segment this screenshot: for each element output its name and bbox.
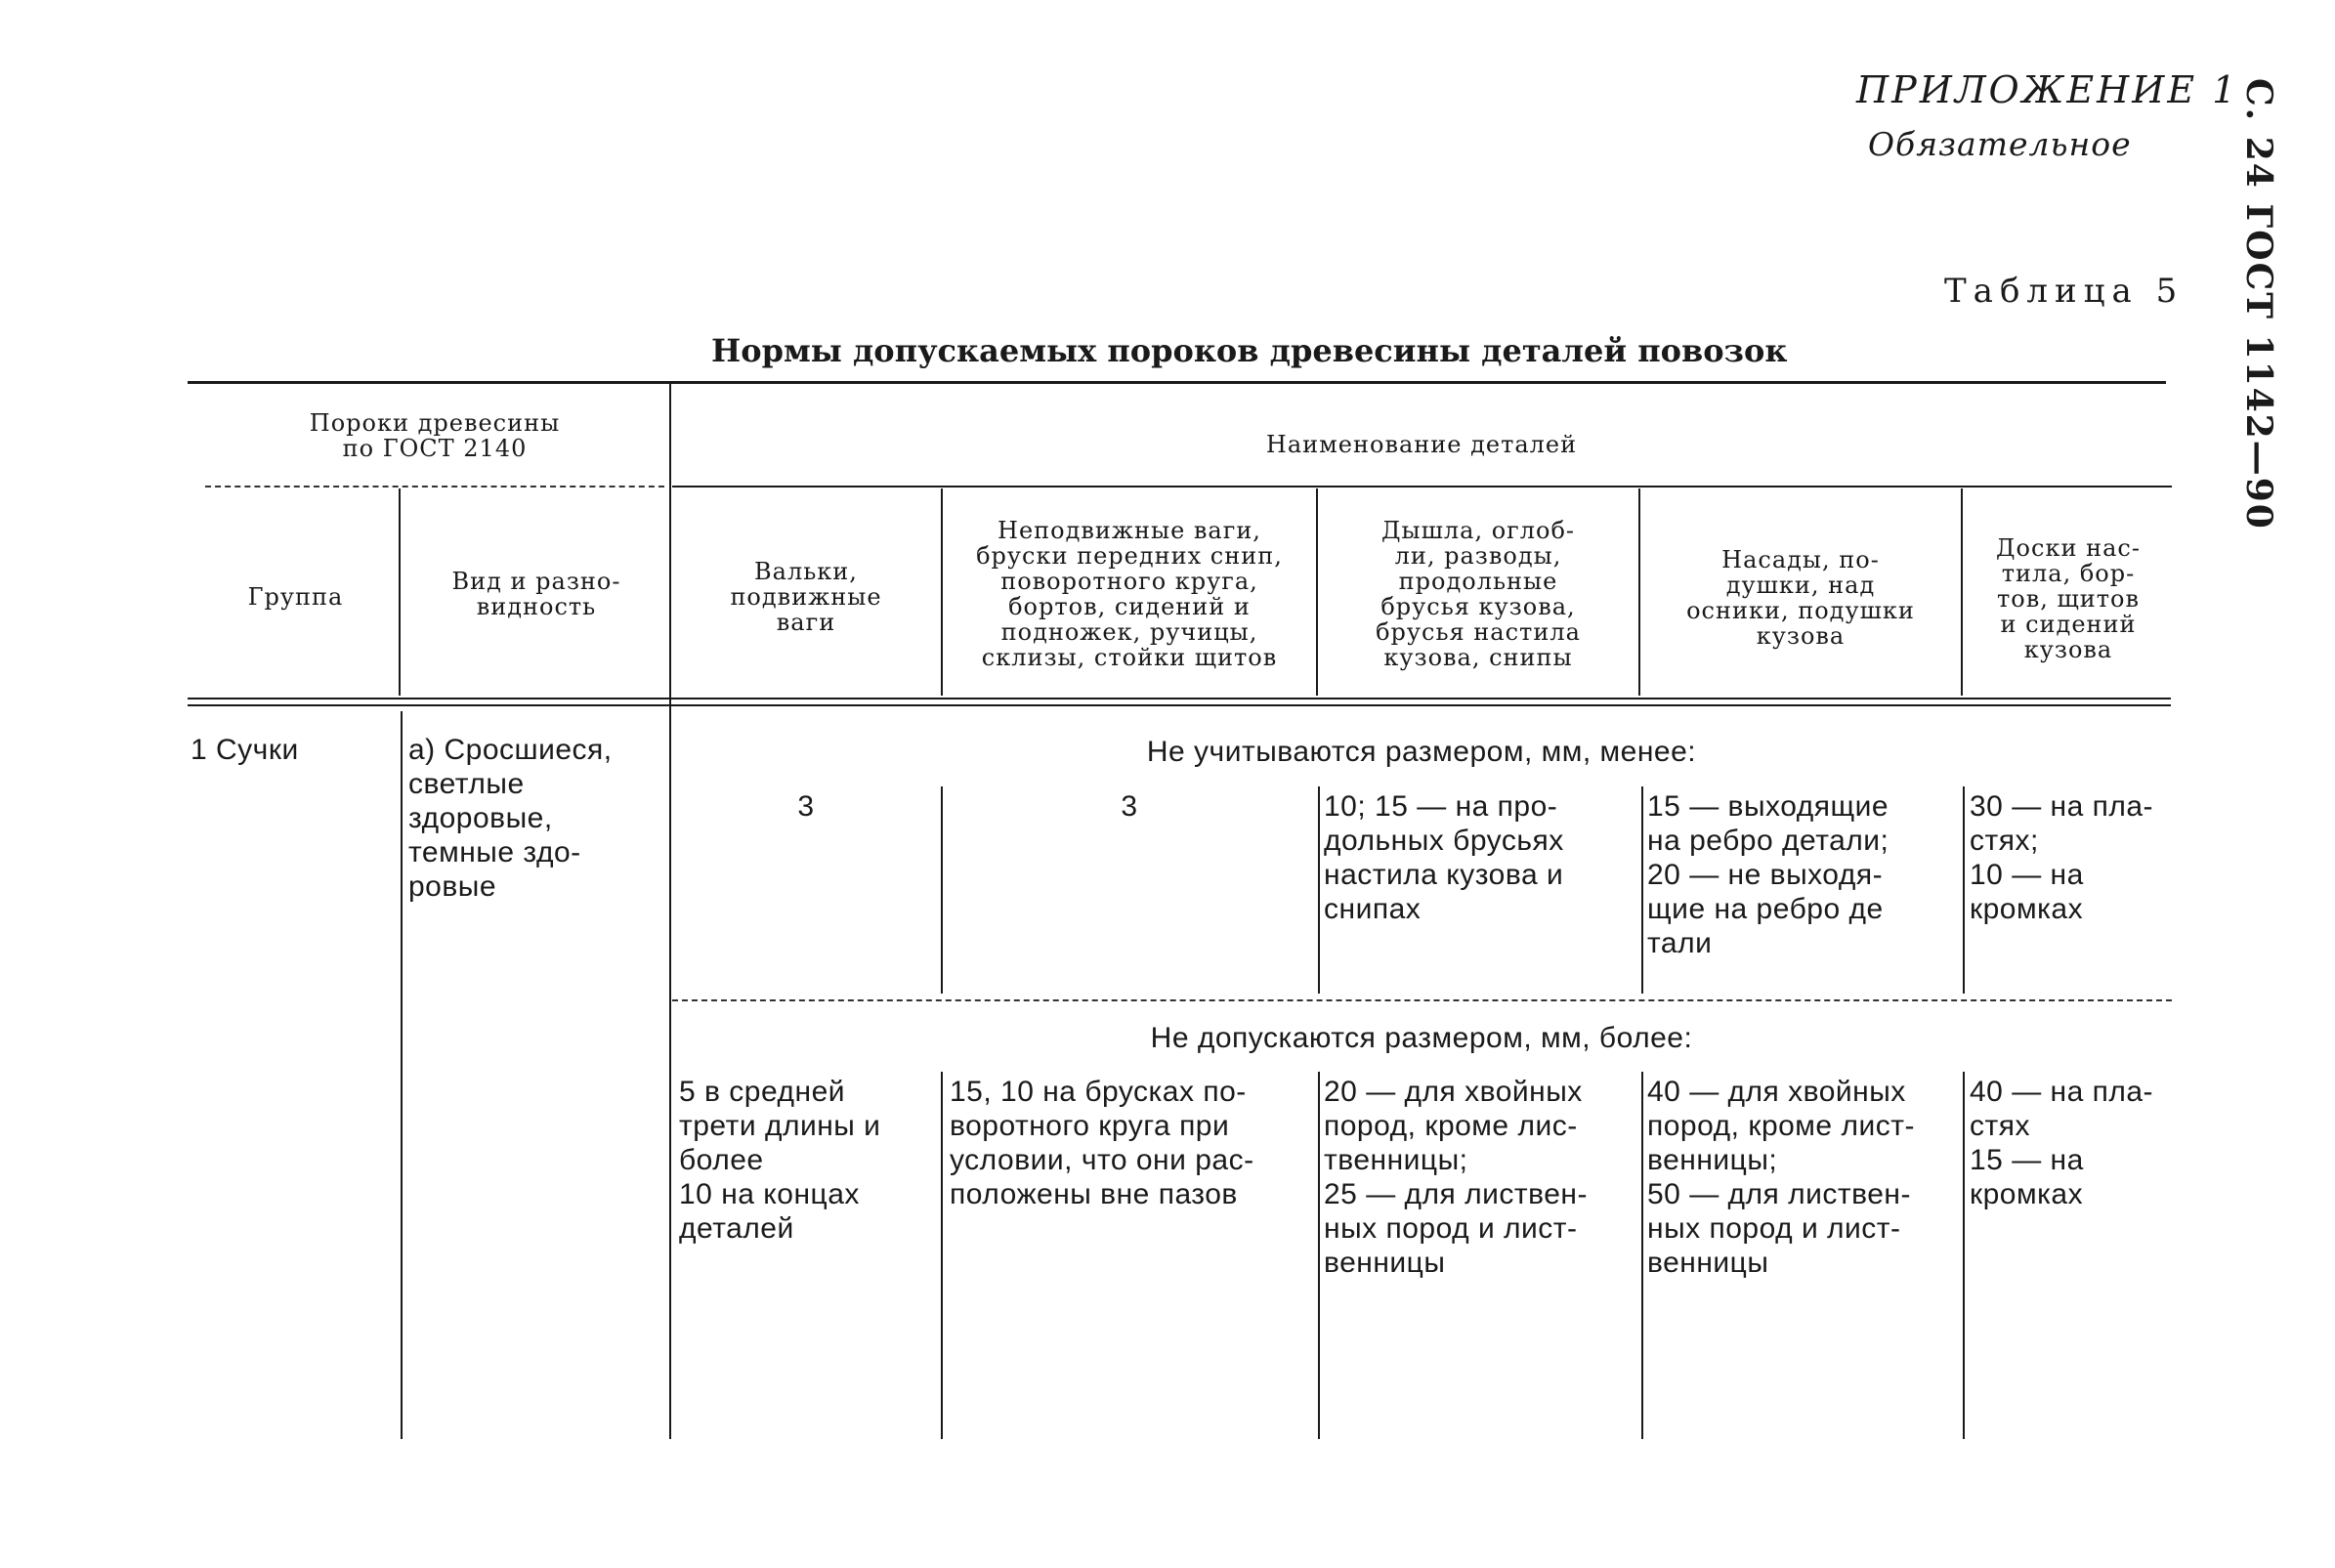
col-divider-2-s1 [1318,786,1320,994]
col-divider-2-top [1316,488,1318,696]
section2-col4: 40 — для хвойных пород, кроме лист- венницы; 50 — для листвен- ных пород и лист- венницы [1647,1076,1915,1279]
table-top-rule [188,381,2166,384]
page-reference-text: С. 24 ГОСТ 1142—90 [2238,78,2279,530]
section1-col1: 3 [797,790,815,823]
col-divider-4-s1 [1963,786,1965,994]
header-col3: Дышла, оглоб- ли, разводы, продольные брусья кузова, брусья настила кузова, снипы [1376,517,1581,671]
page-reference [2232,78,2281,530]
header-col5: Доски нас- тила, бор- тов, щитов и сидений кузова [1996,534,2141,663]
row-group-cell: 1 Сучки [191,734,299,766]
header-kind: Вид и разно- видность [451,568,621,620]
row-kind-cell: а) Сросшиеся, светлые здоровые, темные здо- ровые [408,734,613,903]
appendix-title: ПРИЛОЖЕНИЕ 1 [1856,68,2239,111]
header-group: Группа [247,583,344,611]
section-divider [672,999,2172,1001]
header-bottom-rule-1 [188,698,2171,699]
header-defects-group: Пороки древесины по ГОСТ 2140 [309,409,561,462]
col-divider-2-s2 [1318,1072,1320,1439]
col-divider-3-top [1638,488,1640,696]
section2-caption: Не допускаются размером, мм, более: [1150,1022,1693,1054]
section1-caption: Не учитываются размером, мм, менее: [1146,736,1697,768]
section1-col3: 10; 15 — на про- дольных брусьях настила кузова и снипах [1324,790,1564,925]
header-details-group: Наименование деталей [1265,431,1578,458]
section2-col2: 15, 10 на брусках по- воротного круга при условии, что они рас- положены вне пазов [950,1076,1254,1210]
table-title: Нормы допускаемых пороков древесины деталей повозок [711,332,1788,369]
col-divider-3-s1 [1641,786,1643,994]
col-divider-1-s1 [941,786,943,994]
col-divider-1-s2 [941,1072,943,1439]
header-bottom-rule-2 [188,704,2171,706]
section1-col4: 15 — выходящие на ребро детали; 20 — не выходя- щие на ребро де тали [1647,790,1889,959]
header-col4: Насады, по- душки, над осники, подушки кузова [1686,546,1915,650]
section1-col5: 30 — на пла- стях; 10 — на кромках [1970,790,2154,925]
header-divider-right [672,486,2172,487]
section2-col1: 5 в средней трети длины и более 10 на концах деталей [679,1076,881,1245]
header-col1: Вальки, подвижные ваги [730,558,882,636]
col-divider-3-s2 [1641,1072,1643,1439]
section2-col3: 20 — для хвойных пород, кроме лис- твенницы; 25 — для листвен- ных пород и лист- венницы [1324,1076,1588,1279]
col-divider-group [399,488,401,696]
section1-col2: 3 [1121,790,1138,823]
section2-col5: 40 — на пла- стях 15 — на кромках [1970,1076,2154,1210]
header-col2: Неподвижные ваги, бруски передних снип, поворотного круга, бортов, сидений и подножек, ручицы, склизы, стойки щитов [976,517,1283,671]
header-divider-left [205,486,664,487]
table-label: Таблица 5 [1944,272,2185,311]
col-divider-4-s2 [1963,1072,1965,1439]
appendix-status: Обязательное [1868,125,2132,163]
col-divider-group-body [401,711,403,1439]
col-divider-defects [669,383,671,1439]
col-divider-1-top [941,488,943,696]
col-divider-4-top [1961,488,1963,696]
